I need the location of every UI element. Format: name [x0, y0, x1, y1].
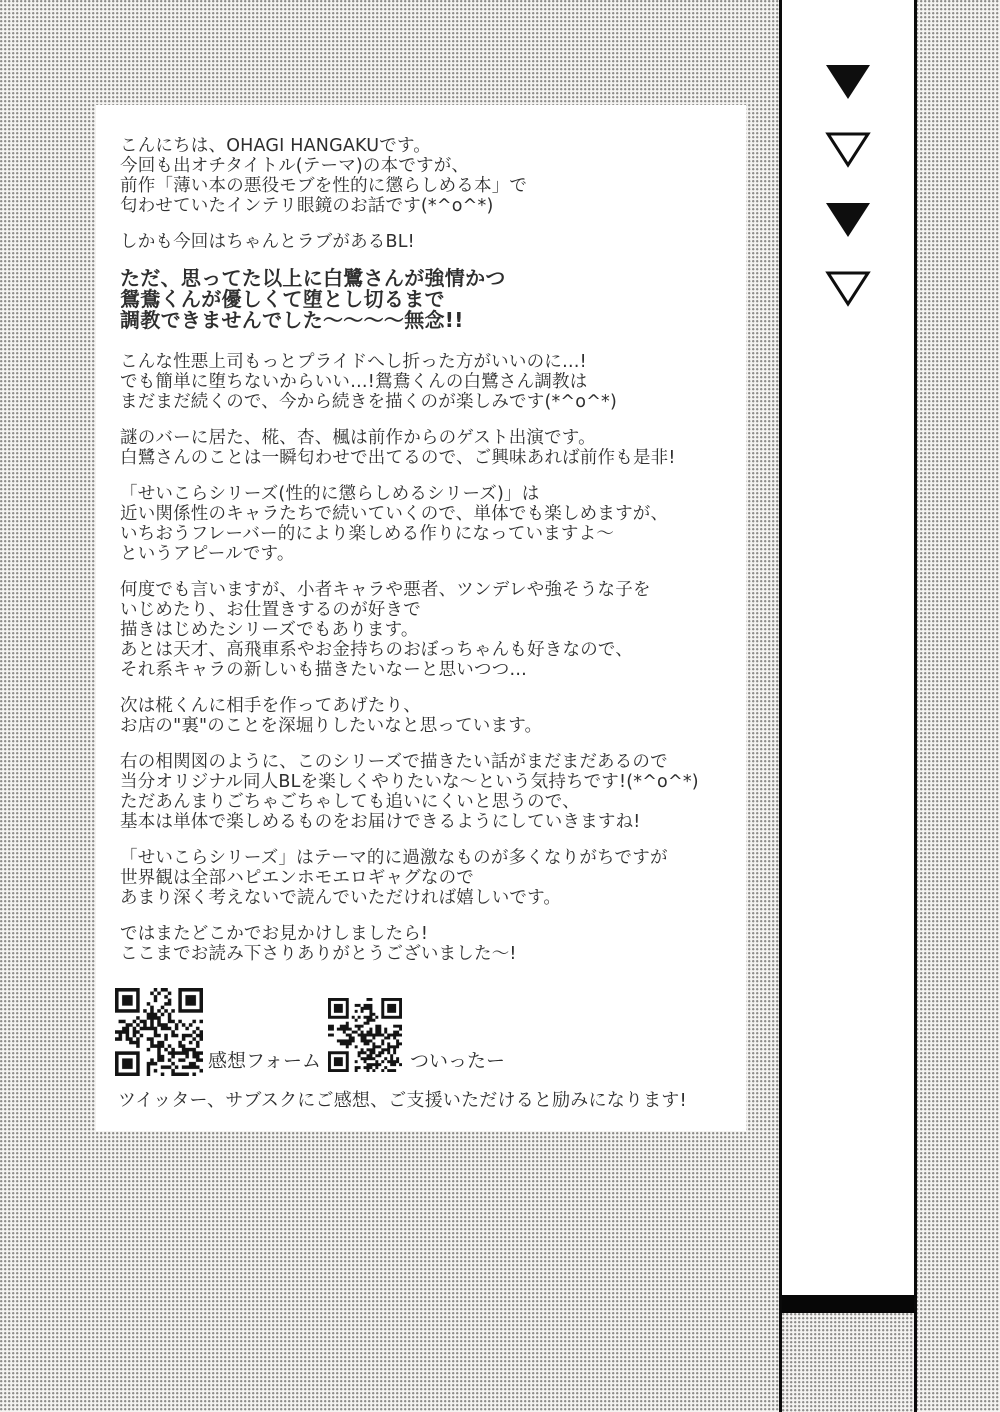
- letter-paragraph-5: [120, 484, 730, 564]
- letter-paragraph-7: [120, 696, 730, 736]
- letter-line: こんな性悪上司もっとプライドへし折った方がいいのに…!: [120, 352, 587, 372]
- letter-line: あまり深く考えないで読んでいただければ嬉しいです。: [120, 888, 562, 908]
- letter-line: 何度でも言いますが、小者キャラや悪者、ツンデレや強そうな子を: [120, 580, 651, 600]
- letter-paragraph-3: [120, 352, 730, 412]
- letter-line: いちおうフレーバー的により楽しめる作りになっていますよ〜: [120, 524, 615, 544]
- letter-paragraph-10: [120, 924, 730, 964]
- sidebar-halftone-strip: [782, 1313, 914, 1412]
- letter-line: ここまでお読み下さりありがとうございました〜!: [120, 944, 517, 964]
- letter-line: お店の"裏"のことを深堀りしたいなと思っています。: [120, 716, 543, 736]
- letter-line: ではまたどこかでお見かけしましたら!: [120, 924, 429, 944]
- letter-line: あとは天才、高飛車系やお金持ちのおぼっちゃんも好きなので、: [120, 640, 633, 660]
- sidebar-black-bar: [782, 1295, 914, 1313]
- letter-line: 「せいこらシリーズ」はテーマ的に過激なものが多くなりがちですが: [120, 848, 668, 868]
- letter-line: 調教できませんでした〜〜〜〜無念!!: [120, 308, 464, 332]
- letter-paragraph-6: [120, 580, 730, 680]
- sidebar-column: [779, 0, 917, 1412]
- letter-line: 当分オリジナル同人BLを楽しくやりたいな〜という気持ちです!(*^o^*): [120, 772, 699, 792]
- letter-line: しかも今回はちゃんとラブがあるBL!: [120, 232, 415, 252]
- letter-line: 世界観は全部ハピエンホモエロギャグなので: [120, 868, 474, 888]
- letter-paragraphs: [120, 136, 730, 980]
- letter-line: 「せいこらシリーズ(性的に懲らしめるシリーズ)」は: [120, 484, 540, 504]
- letter-paragraph-9: [120, 848, 730, 908]
- qr-label-twitter: ついったー: [410, 1050, 506, 1072]
- letter-line: でも簡単に堕ちないからいい…!鴛鴦くんの白鷺さん調教は: [120, 372, 588, 392]
- qr-code-feedback-form: [115, 988, 203, 1076]
- letter-line: それ系キャラの新しいも描きたいなーと思いつつ…: [120, 660, 528, 680]
- letter-paragraph-2: [120, 268, 730, 331]
- letter-line: ただあんまりごちゃごちゃしても追いにくいと思うので、: [120, 792, 580, 812]
- qr-label-feedback-form: 感想フォーム: [208, 1050, 322, 1072]
- letter-line: 匂わせていたインテリ眼鏡のお話です(*^o^*): [120, 196, 494, 216]
- letter-line: というアピールです。: [120, 544, 295, 564]
- letter-line: 近い関係性のキャラたちで続いていくので、単体でも楽しめますが、: [120, 504, 669, 524]
- letter-line: こんにちは、OHAGI HANGAKUです。: [120, 136, 431, 156]
- letter-paragraph-4: [120, 428, 730, 468]
- triangle-down-filled-icon: [823, 62, 873, 102]
- letter-paragraph-0: [120, 136, 730, 216]
- triangle-down-outline-icon: [823, 269, 873, 309]
- triangle-down-filled-icon: [823, 200, 873, 240]
- triangle-down-outline-icon: [823, 130, 873, 170]
- letter-line: 基本は単体で楽しめるものをお届けできるようにしていきますね!: [120, 812, 641, 832]
- letter-line: 右の相関図のように、このシリーズで描きたい話がまだまだあるので: [120, 752, 668, 772]
- letter-line: 描きはじめたシリーズでもあります。: [120, 620, 419, 640]
- footnote: ツイッター、サブスクにご感想、ご支援いただけると励みになります!: [118, 1090, 687, 1111]
- letter-line: いじめたり、お仕置きするのが好きで: [120, 600, 421, 620]
- letter-line: 前作「薄い本の悪役モブを性的に懲らしめる本」で: [120, 176, 528, 196]
- letter-line: 次は椛くんに相手を作ってあげたり、: [120, 696, 421, 716]
- letter-paragraph-1: [120, 232, 730, 252]
- letter-paragraph-8: [120, 752, 730, 832]
- letter-line: 謎のバーに居た、椛、杏、楓は前作からのゲスト出演です。: [120, 428, 596, 448]
- qr-code-twitter: [328, 998, 402, 1072]
- letter-line: 鴛鴦くんが優しくて堕とし切るまで: [120, 287, 445, 311]
- letter-line: 今回も出オチタイトル(テーマ)の本ですが、: [120, 156, 470, 176]
- letter-panel: [96, 105, 746, 1131]
- letter-line: まだまだ続くので、今から続きを描くのが楽しみです(*^o^*): [120, 392, 618, 412]
- letter-line: ただ、思ってた以上に白鷺さんが強情かつ: [120, 266, 506, 290]
- letter-line: 白鷺さんのことは一瞬匂わせで出てるので、ご興味あれば前作も是非!: [120, 448, 676, 468]
